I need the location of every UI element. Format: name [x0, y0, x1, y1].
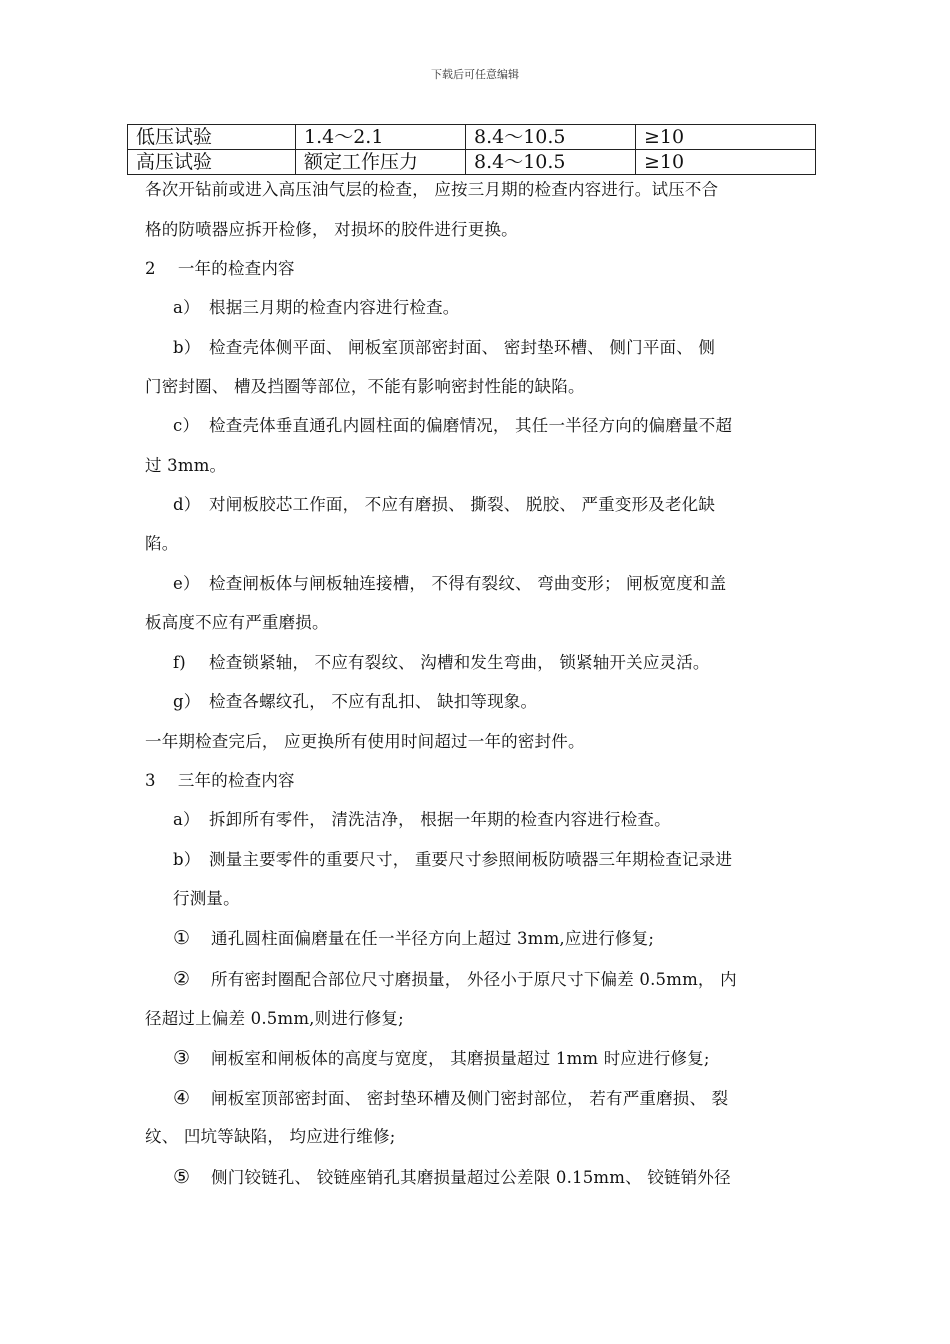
- list-marker: d）: [173, 495, 201, 514]
- list-item: [173, 809, 671, 831]
- list-text: 检查壳体侧平面、 闸板室顶部密封面、 密封垫环槽、 侧门平面、 侧: [209, 338, 716, 357]
- list-item: [173, 849, 732, 871]
- list-text: 检查壳体垂直通孔内圆柱面的偏磨情况， 其任一半径方向的偏磨量不超: [209, 416, 733, 435]
- list-text: 测量主要零件的重要尺寸， 重要尺寸参照闸板防喷器三年期检查记录进: [209, 850, 733, 869]
- list-marker: ②: [173, 968, 191, 990]
- table-cell: 高压试验: [128, 150, 296, 175]
- table-row: [128, 150, 816, 175]
- list-marker: g）: [173, 692, 201, 711]
- list-marker: ⑤: [173, 1166, 191, 1188]
- paragraph-line: 行测量。: [173, 889, 240, 908]
- list-item: [173, 927, 654, 950]
- list-text: 闸板室和闸板体的高度与宽度， 其磨损量超过 1mm 时应进行修复;: [211, 1049, 710, 1068]
- table-cell: ≥10: [636, 125, 816, 150]
- list-marker: f): [173, 653, 186, 672]
- list-item: [173, 494, 715, 516]
- paragraph-line: 格的防喷器应拆开检修， 对损坏的胶件进行更换。: [145, 220, 518, 239]
- list-marker: c）: [173, 416, 200, 435]
- list-text: 闸板室顶部密封面、 密封垫环槽及侧门密封部位， 若有严重磨损、 裂: [211, 1089, 729, 1108]
- list-item: [173, 337, 715, 359]
- list-marker: b）: [173, 850, 201, 869]
- table-cell: 1.4～2.1: [296, 125, 466, 150]
- section-heading: 3 三年的检查内容: [145, 771, 295, 790]
- list-text: 侧门铰链孔、 铰链座销孔其磨损量超过公差限 0.15mm、 铰链销外径: [211, 1168, 731, 1187]
- paragraph-line: 板高度不应有严重磨损。: [145, 613, 329, 632]
- paragraph-line: 纹、 凹坑等缺陷， 均应进行维修;: [145, 1127, 396, 1146]
- page-header: 下载后可任意编辑: [431, 68, 519, 81]
- list-marker: a）: [173, 298, 200, 317]
- pressure-test-table: [127, 124, 816, 175]
- list-text: 所有密封圈配合部位尺寸磨损量， 外径小于原尺寸下偏差 0.5mm， 内: [211, 970, 737, 989]
- section-heading: 2 一年的检查内容: [145, 259, 295, 278]
- list-item: [173, 415, 732, 437]
- list-item: [173, 652, 710, 674]
- table-cell: 8.4～10.5: [466, 125, 636, 150]
- paragraph-line: 各次开钻前或进入高压油气层的检查， 应按三月期的检查内容进行。试压不合: [145, 180, 719, 199]
- list-text: 拆卸所有零件， 清洗洁净， 根据一年期的检查内容进行检查。: [209, 810, 671, 829]
- list-item: [173, 968, 737, 991]
- list-text: 对闸板胶芯工作面， 不应有磨损、 撕裂、 脱胶、 严重变形及老化缺: [209, 495, 716, 514]
- list-text: 检查各螺纹孔， 不应有乱扣、 缺扣等现象。: [209, 692, 538, 711]
- list-text: 检查闸板体与闸板轴连接槽， 不得有裂纹、 弯曲变形； 闸板宽度和盖: [209, 574, 727, 593]
- table-cell: ≥10: [636, 150, 816, 175]
- list-item: [173, 691, 537, 713]
- list-marker: b）: [173, 338, 201, 357]
- list-marker: ④: [173, 1087, 191, 1109]
- list-marker: ③: [173, 1047, 191, 1069]
- paragraph-line: 陷。: [145, 534, 179, 553]
- paragraph-line: 径超过上偏差 0.5mm,则进行修复;: [145, 1009, 404, 1028]
- list-item: [173, 1047, 710, 1070]
- list-item: [173, 1166, 731, 1189]
- table-row: [128, 125, 816, 150]
- list-item: [173, 297, 460, 319]
- list-text: 通孔圆柱面偏磨量在任一半径方向上超过 3mm,应进行修复;: [211, 929, 655, 948]
- list-text: 根据三月期的检查内容进行检查。: [209, 298, 460, 317]
- list-marker: a）: [173, 810, 200, 829]
- list-item: [173, 573, 726, 595]
- paragraph-line: 门密封圈、 槽及挡圈等部位，不能有影响密封性能的缺陷。: [145, 377, 585, 396]
- list-marker: e）: [173, 574, 200, 593]
- table-cell: 低压试验: [128, 125, 296, 150]
- list-marker: ①: [173, 927, 191, 949]
- list-text: 检查锁紧轴， 不应有裂纹、 沟槽和发生弯曲， 锁紧轴开关应灵活。: [209, 653, 710, 672]
- list-item: [173, 1087, 728, 1110]
- table-cell: 额定工作压力: [296, 150, 466, 175]
- paragraph-line: 一年期检查完后， 应更换所有使用时间超过一年的密封件。: [145, 732, 585, 751]
- paragraph-line: 过 3mm。: [145, 456, 227, 475]
- table-cell: 8.4～10.5: [466, 150, 636, 175]
